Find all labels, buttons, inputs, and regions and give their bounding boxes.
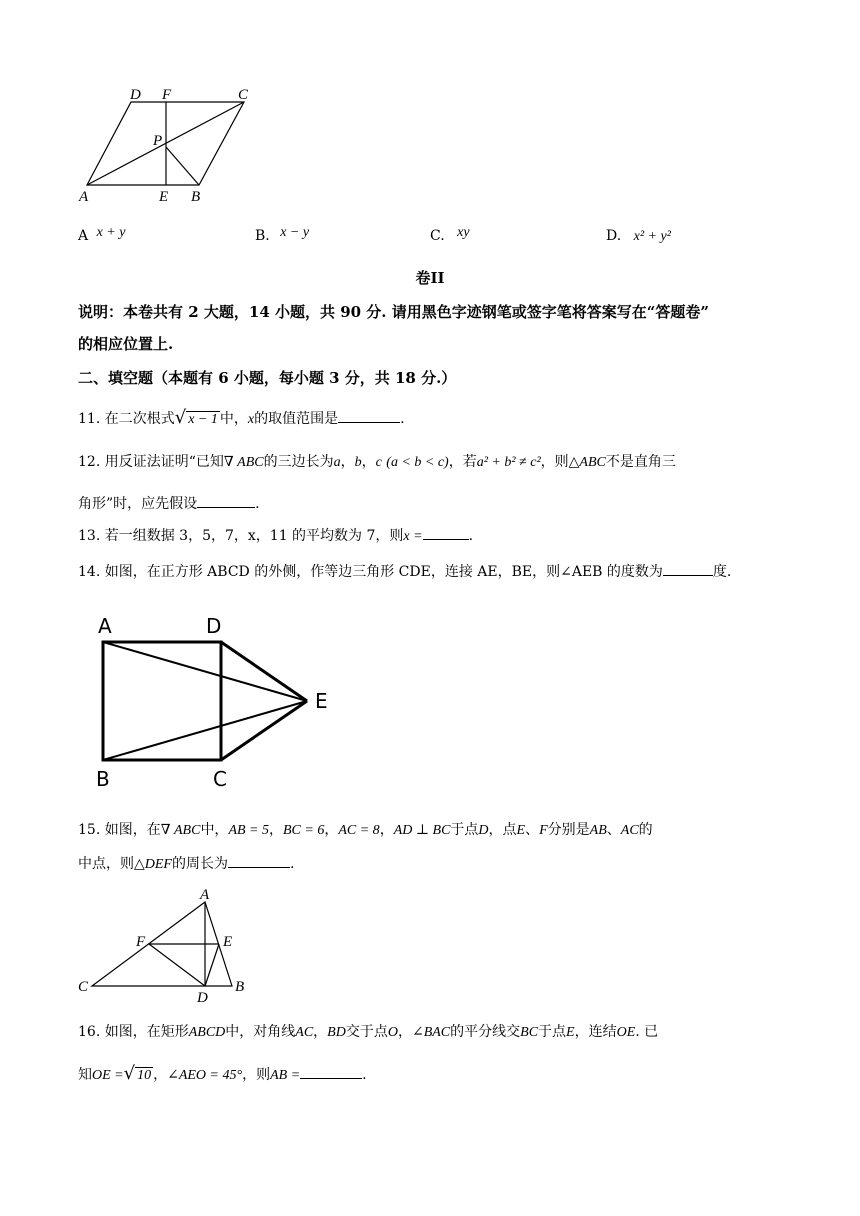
label-E: E xyxy=(223,934,233,950)
section-heading: 二、填空题（本题有 6 小题，每小题 3 分，共 18 分.） xyxy=(78,369,457,387)
q15-answer-blank[interactable] xyxy=(228,854,290,868)
label-P: P xyxy=(153,133,163,149)
triangle-def-figure xyxy=(72,886,262,1008)
q13-answer-blank[interactable] xyxy=(423,526,469,540)
label-F: F xyxy=(136,934,146,950)
q14-answer-blank[interactable] xyxy=(663,562,713,576)
label-C: C xyxy=(78,979,89,995)
option-a[interactable] xyxy=(78,226,125,247)
question-16: 16. 如图，在矩形ABCD中，对角线AC，BD交于点O，∠BAC的平分线交BC于点E，连结OE. 已 xyxy=(78,1024,659,1040)
q12-triangle: ∇ ABC xyxy=(223,455,264,470)
question-15-line2: 中点，则△DEF的周长为 . xyxy=(78,856,295,872)
option-c-label: C. xyxy=(430,228,445,244)
question-13: 13. 若一组数据 3，5，7，x，11 的平均数为 7，则x = . xyxy=(78,528,474,544)
option-a-label: A xyxy=(78,228,89,244)
question-14: 14. 如图，在正方形 ABCD 的外侧，作等边三角形 CDE，连接 AE，BE，则∠AEB 的度数为 度. xyxy=(78,564,732,580)
label-E: E xyxy=(159,189,169,205)
q12-condition: (a < b < c) xyxy=(386,455,449,470)
label-B: B xyxy=(191,189,201,205)
question-11: 11. 在二次根式√ x − 1 中，x的取值范围是 . xyxy=(78,407,405,428)
parallelogram-figure xyxy=(70,84,260,206)
q12-answer-blank[interactable] xyxy=(197,494,255,508)
section-note-line1: 说明：本卷共有 2 大题，14 小题，共 90 分. 请用黑色字迹钢笔或签字笔将答案写在“答题卷” xyxy=(78,303,709,321)
option-b-label: B. xyxy=(255,228,270,244)
label-B: B xyxy=(96,767,110,791)
option-c-expr: xy xyxy=(457,225,470,240)
label-B: B xyxy=(235,979,245,995)
q16-answer-blank[interactable] xyxy=(300,1065,362,1079)
question-15: 15. 如图，在∇ ABC中，AB = 5，BC = 6，AC = 8，AD ⊥ BC于点D，点E、F分别是AB、AC的 xyxy=(78,822,653,838)
label-C: C xyxy=(238,87,249,103)
q11-var: x xyxy=(247,412,255,427)
question-12-line2: 角形”时，应先假设 . xyxy=(78,496,260,512)
q11-post: 的取值范围是 xyxy=(254,411,339,427)
option-c[interactable] xyxy=(430,226,470,247)
section-note-line2: 的相应位置上. xyxy=(78,335,174,353)
option-d-expr: x² + y² xyxy=(633,229,671,244)
option-d-label: D. xyxy=(606,228,622,244)
label-C: C xyxy=(213,767,227,791)
question-16-line2: 知OE =√ 10 ，∠AEO = 45°，则AB = . xyxy=(78,1063,367,1084)
label-D: D xyxy=(197,990,208,1006)
q11-mid: 中， xyxy=(219,411,248,427)
label-A: A xyxy=(79,189,89,205)
option-a-expr: x + y xyxy=(96,225,126,240)
question-12: 12. 用反证法证明“已知∇ ABC的三边长为a，b，c (a < b < c)，若a² + b² ≠ c²，则△ABC不是直角三 xyxy=(78,454,676,470)
q11-number: 11. xyxy=(78,411,101,427)
q12-relation: a² + b² ≠ c² xyxy=(476,455,541,470)
q11-pre: 在二次根式 xyxy=(104,411,175,427)
option-b[interactable] xyxy=(255,226,309,247)
option-b-expr: x − y xyxy=(280,225,310,240)
label-E: E xyxy=(315,689,328,713)
label-A: A xyxy=(98,614,112,638)
label-D: D xyxy=(206,614,222,638)
q12-number: 12. xyxy=(78,454,101,470)
q11-answer-blank[interactable] xyxy=(338,409,400,423)
label-D: D xyxy=(130,87,141,103)
section-title: 卷II xyxy=(415,269,445,287)
q11-radicand: x − 1 xyxy=(188,412,218,427)
option-d[interactable] xyxy=(606,226,671,247)
label-F: F xyxy=(162,87,172,103)
square-triangle-figure xyxy=(88,608,338,794)
label-A: A xyxy=(200,887,210,903)
